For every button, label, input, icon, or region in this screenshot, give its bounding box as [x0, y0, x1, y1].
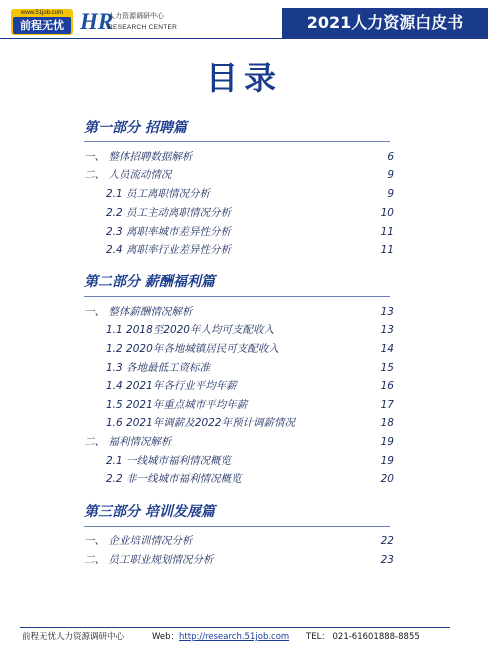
- toc-entry-label: 1.6 2021年调薪及2022年预计调薪情况: [106, 417, 295, 429]
- toc-entry[interactable]: [106, 397, 394, 413]
- hr-center-cn: 人力资源调研中心: [108, 12, 164, 20]
- section-divider-3: [84, 526, 390, 527]
- section-divider-1: [84, 141, 390, 142]
- logo-brand-name: 前程无忧: [13, 17, 71, 34]
- header-divider: [0, 38, 488, 39]
- toc-entry-label: 1.2 2020年各地城镇居民可支配收入: [106, 343, 279, 355]
- page-title: 目录: [205, 59, 282, 97]
- toc-entry[interactable]: [106, 205, 394, 221]
- toc-entry-label: 2.2 员工主动离职情况分析: [106, 207, 232, 219]
- footer-org: 前程无忧人力资源调研中心: [22, 632, 125, 642]
- toc-entry[interactable]: [106, 453, 394, 469]
- footer-divider: [20, 627, 450, 628]
- section-heading-3: 第三部分 培训发展篇: [84, 504, 215, 520]
- toc-entry-page: 19: [380, 436, 394, 448]
- footer-web: [152, 631, 289, 643]
- toc-entry[interactable]: [106, 186, 394, 202]
- toc-entry-label: 2.3 离职率城市差异性分析: [106, 226, 232, 238]
- toc-entry-page: 6: [387, 151, 394, 163]
- toc-entry[interactable]: [84, 434, 394, 450]
- hr-logo: HR: [80, 9, 114, 34]
- toc-entry[interactable]: [84, 533, 394, 549]
- toc-entry[interactable]: [84, 552, 394, 568]
- section-heading-2: 第二部分 薪酬福利篇: [84, 274, 215, 290]
- toc-entry[interactable]: [106, 378, 394, 394]
- footer-web-label: Web：: [152, 632, 180, 642]
- footer-web-link[interactable]: http://research.51job.com: [179, 632, 290, 642]
- toc-entry[interactable]: [106, 322, 394, 338]
- toc-entry-label: 二、 福利情况解析: [84, 436, 172, 448]
- section-divider-2: [84, 296, 390, 297]
- toc-entry-page: 13: [380, 324, 394, 336]
- toc-entry[interactable]: [84, 167, 394, 183]
- toc-entry-page: 20: [380, 473, 394, 485]
- toc-entry[interactable]: [106, 224, 394, 240]
- section-heading-1: 第一部分 招聘篇: [84, 120, 187, 136]
- toc-entry-page: 10: [380, 207, 394, 219]
- toc-entry-page: 11: [380, 244, 394, 256]
- toc-entry-page: 11: [380, 226, 394, 238]
- toc-entry[interactable]: [106, 360, 394, 376]
- toc-entry-page: 23: [380, 554, 394, 566]
- toc-entry[interactable]: [106, 341, 394, 357]
- toc-entry-label: 二、 员工职业规划情况分析: [84, 554, 214, 566]
- toc-entry-label: 一、 整体招聘数据解析: [84, 151, 193, 163]
- toc-entry-page: 9: [387, 169, 394, 181]
- toc-entry-label: 2.1 一线城市福利情况概览: [106, 455, 232, 467]
- toc-entry-label: 1.3 各地最低工资标准: [106, 362, 211, 374]
- hr-center-en: RESEARCH CENTER: [108, 24, 178, 31]
- toc-entry-label: 一、 企业培训情况分析: [84, 535, 193, 547]
- toc-entry[interactable]: [84, 149, 394, 165]
- toc-entry-page: 18: [380, 417, 394, 429]
- toc-entry-page: 16: [380, 380, 394, 392]
- logo-url-text: www.51job.com: [20, 10, 64, 16]
- toc-entry-page: 22: [380, 535, 394, 547]
- toc-entry-page: 19: [380, 455, 394, 467]
- toc-entry[interactable]: [106, 471, 394, 487]
- toc-entry-label: 1.5 2021年重点城市平均年薪: [106, 399, 248, 411]
- toc-entry[interactable]: [106, 242, 394, 258]
- toc-entry-label: 1.1 2018至2020年人均可支配收入: [106, 324, 274, 336]
- toc-entry-label: 一、 整体薪酬情况解析: [84, 306, 193, 318]
- report-title-band: 2021人力资源白皮书: [282, 8, 488, 38]
- toc-entry[interactable]: [84, 304, 394, 320]
- toc-entry-label: 2.1 员工离职情况分析: [106, 188, 211, 200]
- toc-entry-page: 17: [380, 399, 394, 411]
- footer-tel: TEL： 021-61601888-8855: [306, 632, 420, 642]
- toc-entry-page: 13: [380, 306, 394, 318]
- 51job-logo: [11, 9, 73, 35]
- toc-entry[interactable]: [106, 415, 394, 431]
- toc-entry-label: 二、 人员流动情况: [84, 169, 172, 181]
- toc-entry-label: 2.4 离职率行业差异性分析: [106, 244, 232, 256]
- toc-entry-page: 15: [380, 362, 394, 374]
- toc-entry-page: 14: [380, 343, 394, 355]
- toc-entry-label: 2.2 非一线城市福利情况概览: [106, 473, 242, 485]
- toc-entry-page: 9: [387, 188, 394, 200]
- toc-entry-label: 1.4 2021年各行业平均年薪: [106, 380, 237, 392]
